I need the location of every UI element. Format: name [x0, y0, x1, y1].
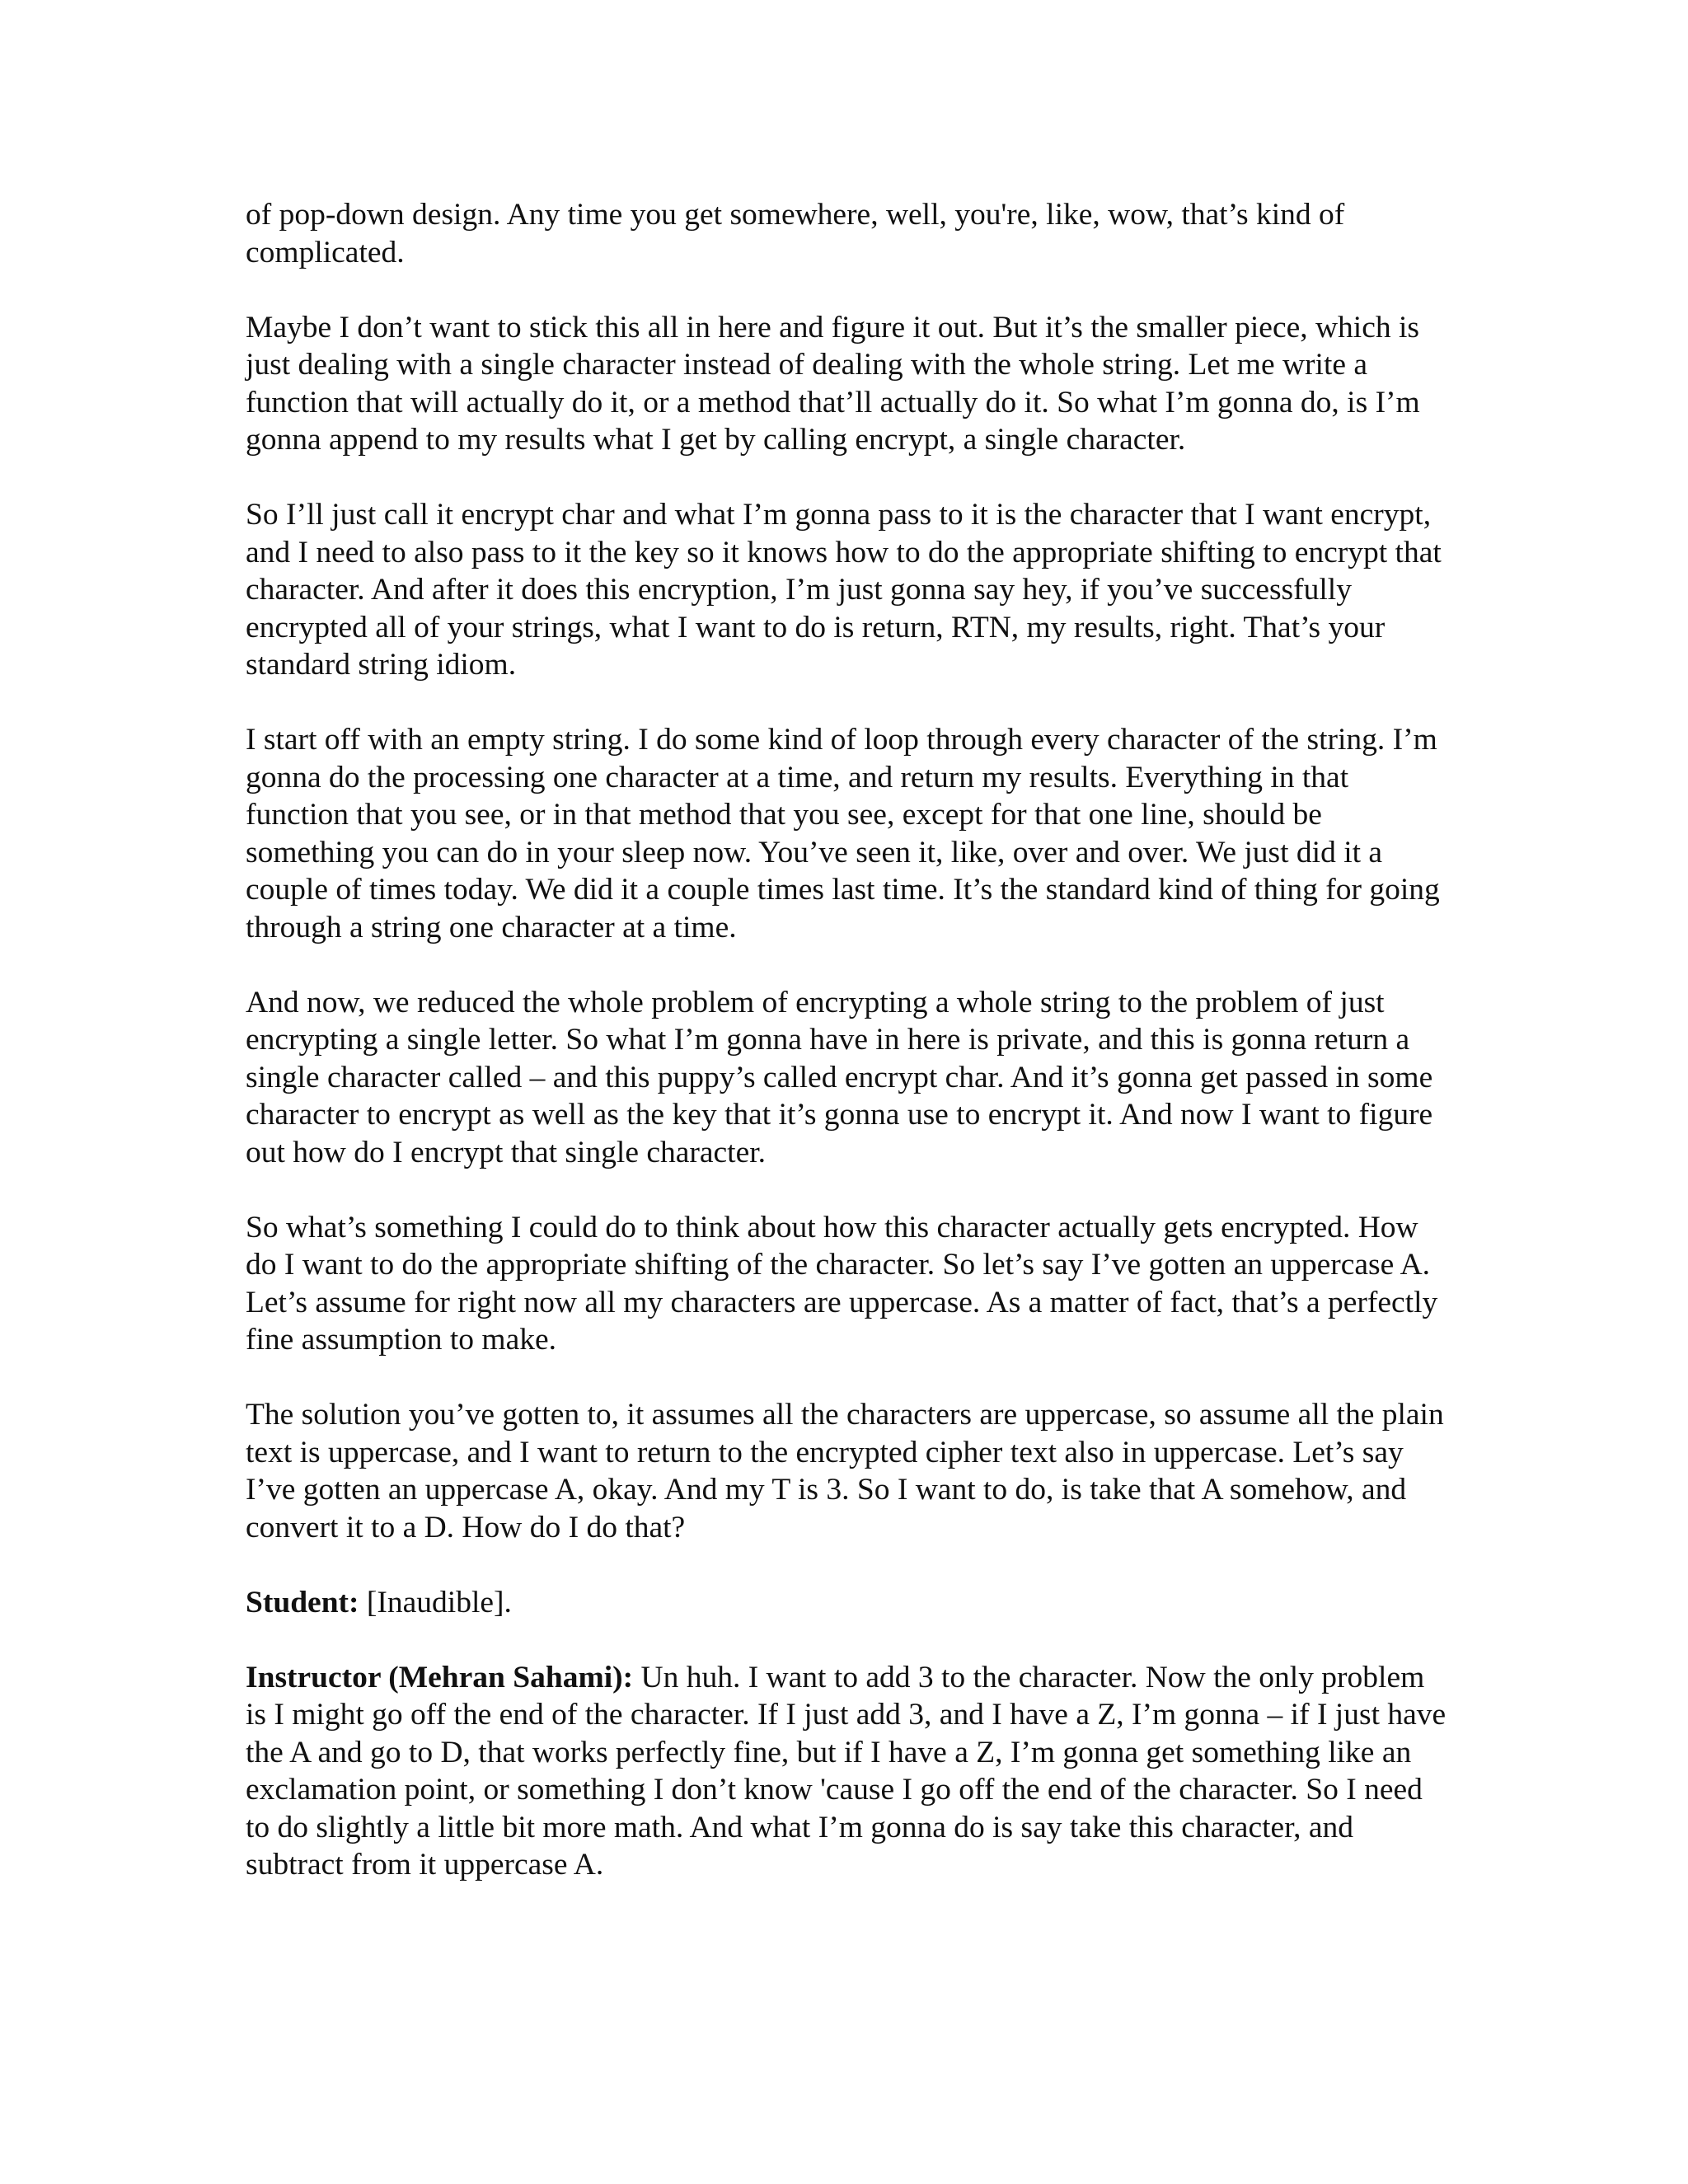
- paragraph-text: [Inaudible].: [359, 1585, 512, 1619]
- transcript-body: [246, 196, 1449, 1921]
- paragraph: [246, 496, 1449, 684]
- paragraph: [246, 1396, 1449, 1546]
- paragraph-text: So I’ll just call it encrypt char and what I’m gonna pass to it is the character that I want encrypt, and I need to also pass to it the key so it knows how to do the appropriate shifting to encrypt that character. And after it does this encryption, I’m just gonna say hey, if you’ve successfully encrypted all of your strings, what I want to do is return, RTN, my results, right. That’s your standard string idiom.: [246, 498, 1442, 682]
- paragraph-text: I start off with an empty string. I do some kind of loop through every character of the string. I’m gonna do the processing one character at a time, and return my results. Everything in that function that you see, or in that method that you see, except for that one line, should be something you can do in your sleep now. You’ve seen it, like, over and over. We just did it a couple of times today. We did it a couple times last time. It’s the standard kind of thing for going through a string one character at a time.: [246, 723, 1440, 944]
- speaker-label: Student:: [246, 1585, 359, 1619]
- paragraph: [246, 1209, 1449, 1359]
- paragraph: [246, 309, 1449, 459]
- paragraph-text: Maybe I don’t want to stick this all in here and figure it out. But it’s the smaller piece, which is just dealing with a single character instead of dealing with the whole string. Let me write a function that will actually do it, or a method that’ll actually do it. So what I’m gonna do, is I’m gonna append to my results what I get by calling encrypt, a single character.: [246, 310, 1420, 457]
- paragraph-text: The solution you’ve gotten to, it assumes all the characters are uppercase, so assume all the plain text is uppercase, and I want to return to the encrypted cipher text also in uppercase. Let’s say I’ve gotten an uppercase A, okay. And my T is 3. So I want to do, is take that A somehow, and convert it to a D. How do I do that?: [246, 1398, 1444, 1544]
- paragraph-text: So what’s something I could do to think about how this character actually gets encrypted. How do I want to do the appropriate shifting of the character. So let’s say I’ve gotten an uppercase A. Let’s assume for right now all my characters are uppercase. As a matter of fact, that’s a perfectly fine assumption to make.: [246, 1210, 1438, 1357]
- paragraph: [246, 984, 1449, 1172]
- student-line: [246, 1584, 1449, 1622]
- paragraph-text: And now, we reduced the whole problem of encrypting a whole string to the problem of just encrypting a single letter. So what I’m gonna have in here is private, and this is gonna return a single character called – and this puppy’s called encrypt char. And it’s gonna get passed in some character to encrypt as well as the key that it’s gonna use to encrypt it. And now I want to figure out how do I encrypt that single character.: [246, 985, 1433, 1169]
- paragraph: [246, 196, 1449, 271]
- paragraph: [246, 721, 1449, 946]
- speaker-label: Instructor (Mehran Sahami):: [246, 1660, 634, 1694]
- paragraph-text: of pop-down design. Any time you get somewhere, well, you're, like, wow, that’s kind of complicated.: [246, 198, 1345, 269]
- instructor-line: [246, 1659, 1449, 1884]
- paragraph-text: Un huh. I want to add 3 to the character. Now the only problem is I might go off the end of the character. If I just add 3, and I have a Z, I’m gonna – if I just have the A and go to D, that works perfectly fine, but if I have a Z, I’m gonna get something like an exclamation point, or something I don’t know 'cause I go off the end of the character. So I need to do slightly a little bit more math. And what I’m gonna do is say take this character, and subtract from it uppercase A.: [246, 1660, 1447, 1882]
